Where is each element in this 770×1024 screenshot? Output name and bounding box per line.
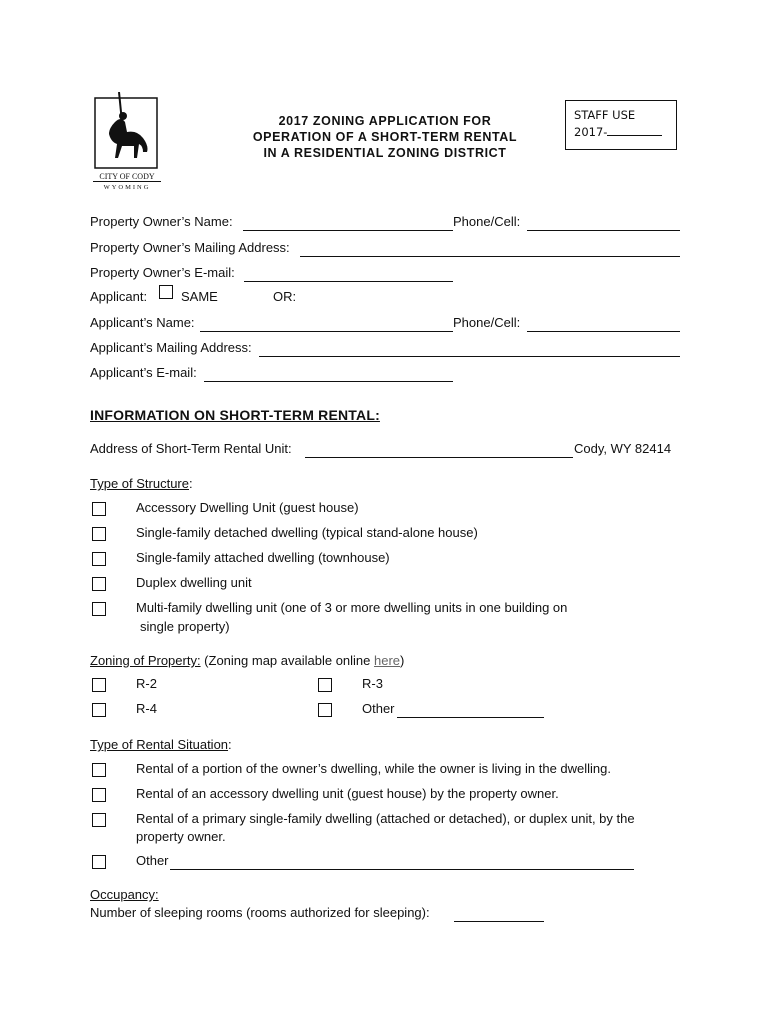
applicant-phone-field[interactable] [527,331,680,332]
zoning-r3-checkbox[interactable] [318,678,332,692]
structure-duplex-checkbox[interactable] [92,577,106,591]
situation-adu-label: Rental of an accessory dwelling unit (guest house) by the property owner. [136,786,559,801]
zoning-r3-label: R-3 [362,676,383,691]
applicant-email-field[interactable] [204,381,453,382]
structure-sf-detached-checkbox[interactable] [92,527,106,541]
zoning-other-field[interactable] [397,717,544,718]
owner-email-label: Property Owner’s E-mail: [90,265,235,280]
page-title [240,113,530,161]
owner-phone-field[interactable] [527,230,680,231]
situation-owner-occupied-checkbox[interactable] [92,763,106,777]
situation-adu-checkbox[interactable] [92,788,106,802]
situation-other-field[interactable] [170,869,634,870]
same-checkbox[interactable] [159,285,173,299]
applicant-mailing-label: Applicant’s Mailing Address: [90,340,252,355]
zoning-r4-label: R-4 [136,701,157,716]
structure-adu-checkbox[interactable] [92,502,106,516]
horse-rider-icon [93,92,161,182]
staff-use-label: STAFF USE [574,108,636,122]
structure-multifamily-label-cont: single property) [140,619,230,634]
situation-primary-label-cont: property owner. [136,829,226,844]
staff-use-number-field[interactable] [607,124,662,136]
logo-city-text: CITY OF CODY [93,172,161,182]
logo-state-text: WYOMING [103,184,151,191]
applicant-phone-label: Phone/Cell: [453,315,521,330]
title-line-3: IN A RESIDENTIAL ZONING DISTRICT [263,146,507,160]
structure-multifamily-checkbox[interactable] [92,602,106,616]
owner-name-label: Property Owner’s Name: [90,214,233,229]
same-label: SAME [181,289,218,304]
structure-adu-label: Accessory Dwelling Unit (guest house) [136,500,359,515]
owner-mailing-label: Property Owner’s Mailing Address: [90,240,290,255]
situation-heading: Type of Rental Situation: [90,737,232,752]
section-title-rental-info: INFORMATION ON SHORT-TERM RENTAL: [90,407,380,423]
title-line-2: OPERATION OF A SHORT-TERM RENTAL [252,130,518,144]
situation-other-checkbox[interactable] [92,855,106,869]
occupancy-heading: Occupancy: [90,887,159,902]
sleeping-rooms-label: Number of sleeping rooms (rooms authorized for sleeping): [90,905,430,920]
structure-sf-attached-checkbox[interactable] [92,552,106,566]
staff-use-prefix: 2017- [574,125,608,139]
situation-primary-checkbox[interactable] [92,813,106,827]
owner-mailing-field[interactable] [300,256,680,257]
applicant-mailing-field[interactable] [259,356,680,357]
owner-email-field[interactable] [244,281,453,282]
structure-heading: Type of Structure: [90,476,193,491]
zoning-heading: Zoning of Property: (Zoning map available online here) [90,653,405,668]
zoning-r2-checkbox[interactable] [92,678,106,692]
city-logo [93,92,161,191]
situation-primary-label: Rental of a primary single-family dwelling (attached or detached), or duplex unit, by the [136,811,635,826]
structure-sf-attached-label: Single-family attached dwelling (townhouse) [136,550,390,565]
rental-address-field[interactable] [305,457,573,458]
title-line-1: 2017 ZONING APPLICATION FOR [278,114,492,128]
zoning-r4-checkbox[interactable] [92,703,106,717]
structure-duplex-label: Duplex dwelling unit [136,575,252,590]
zoning-r2-label: R-2 [136,676,157,691]
applicant-name-label: Applicant’s Name: [90,315,195,330]
rental-address-suffix: Cody, WY 82414 [574,441,672,456]
sleeping-rooms-field[interactable] [454,921,544,922]
owner-name-field[interactable] [243,230,453,231]
applicant-label: Applicant: [90,289,148,304]
structure-multifamily-label: Multi-family dwelling unit (one of 3 or more dwelling units in one building on [136,600,568,615]
applicant-name-field[interactable] [200,331,453,332]
zoning-map-link[interactable]: here [374,653,401,668]
staff-use-box [565,100,677,150]
situation-other-label: Other [136,853,169,868]
owner-phone-label: Phone/Cell: [453,214,521,229]
or-label: OR: [273,289,297,304]
applicant-email-label: Applicant’s E-mail: [90,365,197,380]
situation-owner-occupied-label: Rental of a portion of the owner’s dwelling, while the owner is living in the dwelling. [136,761,612,776]
zoning-other-label: Other [362,701,395,716]
zoning-other-checkbox[interactable] [318,703,332,717]
structure-sf-detached-label: Single-family detached dwelling (typical stand-alone house) [136,525,478,540]
rental-address-label: Address of Short-Term Rental Unit: [90,441,292,456]
